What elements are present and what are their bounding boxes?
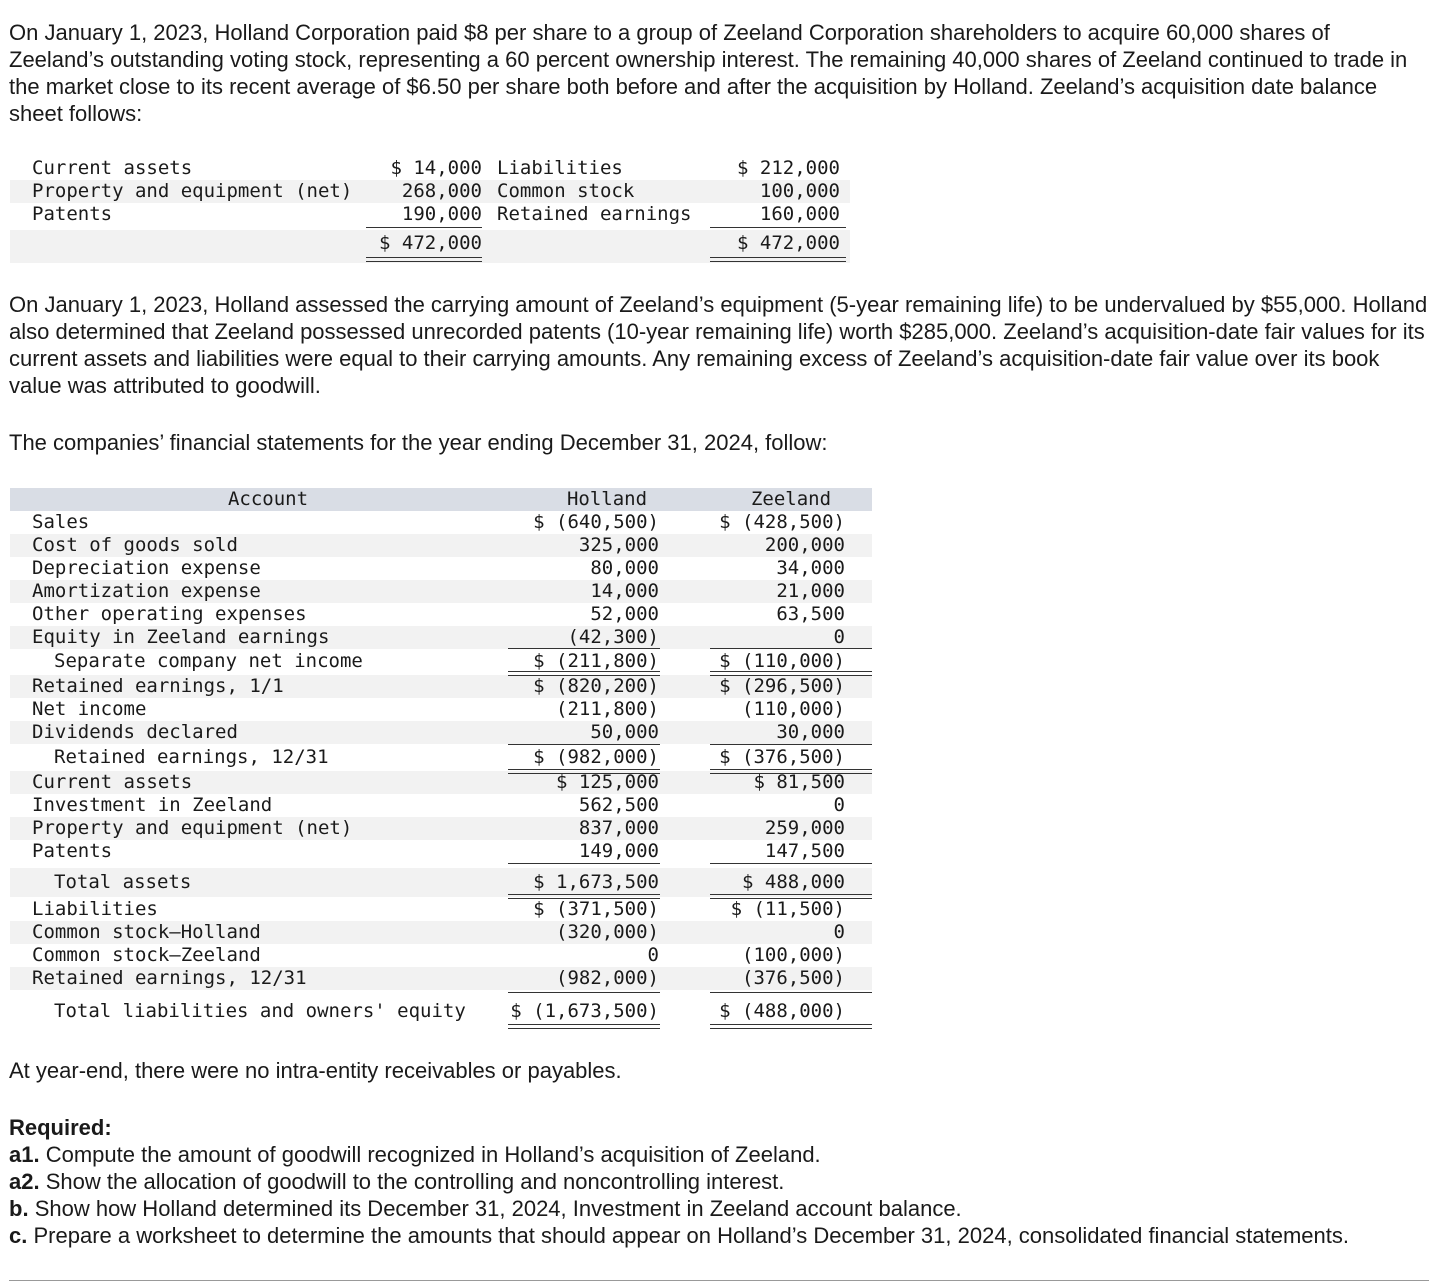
zeeland-cell: 147,500 <box>764 840 845 862</box>
table-row <box>10 794 872 817</box>
required-item-b: b. Show how Holland determined its December 31, 2024, Investment in Zeeland account balance. <box>9 1196 962 1221</box>
zeeland-cell: 0 <box>833 794 845 816</box>
holland-cell: 50,000 <box>590 721 659 743</box>
zeeland-cell: 63,500 <box>776 603 845 625</box>
account-cell: Common stock—Zeeland <box>32 944 261 966</box>
holland-cell: 14,000 <box>590 580 659 602</box>
holland-cell: $ (982,000) <box>533 746 659 768</box>
zeeland-cell: $ (488,000) <box>719 1000 845 1022</box>
table-row <box>10 698 872 721</box>
subtotal-rule <box>508 744 660 745</box>
account-column-header: Account <box>227 488 309 510</box>
claim-label: Liabilities <box>497 157 623 179</box>
holland-cell: $ (640,500) <box>533 511 659 533</box>
zeeland-cell: 0 <box>833 626 845 648</box>
subtotal-rule <box>508 992 660 993</box>
total-double-rule <box>508 671 660 676</box>
holland-cell: 837,000 <box>578 817 659 839</box>
table-row <box>10 771 872 794</box>
claim-label: Retained earnings <box>497 203 692 225</box>
account-cell: Liabilities <box>32 898 158 920</box>
account-cell: Total liabilities and owners' equity <box>54 1000 466 1022</box>
table-row <box>10 817 872 840</box>
table-row <box>10 840 872 863</box>
total-double-rule <box>366 257 482 262</box>
required-title: Required: <box>9 1115 112 1140</box>
account-cell: Property and equipment (net) <box>32 817 353 839</box>
holland-cell: 52,000 <box>590 603 659 625</box>
zeeland-cell: $ (296,500) <box>719 675 845 697</box>
table-row <box>10 746 872 771</box>
table-row <box>10 675 872 698</box>
acquisition-balance-sheet <box>10 155 850 265</box>
holland-cell: 80,000 <box>590 557 659 579</box>
account-cell: Equity in Zeeland earnings <box>32 626 330 648</box>
holland-column-header: Holland <box>566 488 648 510</box>
claim-amount: 100,000 <box>759 180 840 202</box>
required-section <box>9 1114 1429 1249</box>
account-cell: Investment in Zeeland <box>32 794 273 816</box>
required-item-c: c. Prepare a worksheet to determine the amounts that should appear on Holland’s December 31, 2024, consolidated financial statements. <box>9 1223 1349 1248</box>
subtotal-rule <box>710 227 846 228</box>
zeeland-cell: 259,000 <box>764 817 845 839</box>
holland-cell: $ (820,200) <box>533 675 659 697</box>
holland-cell: 325,000 <box>578 534 659 556</box>
table-row <box>10 921 872 944</box>
holland-cell: $ (1,673,500) <box>510 1000 659 1022</box>
account-cell: Patents <box>32 840 113 862</box>
table-row <box>10 603 872 626</box>
holland-cell: $ (371,500) <box>533 898 659 920</box>
asset-amount: $ 14,000 <box>390 157 482 179</box>
holland-cell: (42,300) <box>567 626 659 648</box>
total-double-rule <box>508 894 660 899</box>
account-cell: Retained earnings, 1/1 <box>32 675 284 697</box>
balance-sheet-row <box>10 203 850 226</box>
zeeland-cell: 21,000 <box>776 580 845 602</box>
table-row <box>10 967 872 990</box>
table-row <box>10 997 872 1024</box>
total-assets-amount: $ 472,000 <box>379 232 482 254</box>
account-cell: Net income <box>32 698 147 720</box>
zeeland-cell: 30,000 <box>776 721 845 743</box>
table-row <box>10 868 872 897</box>
claim-amount: $ 212,000 <box>737 157 840 179</box>
account-cell: Amortization expense <box>32 580 261 602</box>
balance-sheet-row <box>10 157 850 180</box>
account-cell: Current assets <box>32 771 193 793</box>
account-cell: Sales <box>32 511 90 533</box>
table-row <box>10 898 872 921</box>
balance-sheet-row <box>10 180 850 203</box>
claim-label: Common stock <box>497 180 635 202</box>
zeeland-column-header: Zeeland <box>750 488 832 510</box>
total-double-rule <box>508 769 660 774</box>
subtotal-rule <box>508 648 660 649</box>
total-double-rule <box>710 769 872 774</box>
financial-statements-table <box>10 488 872 1028</box>
zeeland-cell: (376,500) <box>742 967 845 989</box>
total-double-rule <box>710 1024 872 1029</box>
zeeland-cell: 0 <box>833 921 845 943</box>
zeeland-cell: 34,000 <box>776 557 845 579</box>
holland-cell: 149,000 <box>578 840 659 862</box>
intro-paragraph: On January 1, 2023, Holland Corporation paid $8 per share to a group of Zeeland Corporation shareholders to acquire 60,000 shares of Zeeland’s outstanding voting stock, representing a 60 percent ownership interest. The remaining 40,000 shares of Zeeland continued to trade in the market close to its recent average of $6.50 per share both before and after the acquisition by Holland. Zeeland’s acquisition date balance sheet follows: <box>9 20 1408 126</box>
account-cell: Retained earnings, 12/31 <box>32 967 307 989</box>
zeeland-cell: $ (428,500) <box>719 511 845 533</box>
zeeland-cell: $ (110,000) <box>719 650 845 672</box>
zeeland-cell: $ 81,500 <box>753 771 845 793</box>
required-item-a1: a1. Compute the amount of goodwill recognized in Holland’s acquisition of Zeeland. <box>9 1142 821 1167</box>
account-cell: Total assets <box>54 871 192 893</box>
holland-cell: 0 <box>647 944 659 966</box>
account-cell: Other operating expenses <box>32 603 307 625</box>
asset-label: Property and equipment (net) <box>32 180 353 202</box>
zeeland-cell: $ (11,500) <box>730 898 845 920</box>
total-double-rule <box>710 671 872 676</box>
total-double-rule <box>508 1024 660 1029</box>
table-row <box>10 557 872 580</box>
subtotal-rule <box>710 744 872 745</box>
holland-cell: (320,000) <box>556 921 659 943</box>
account-cell: Separate company net income <box>54 650 363 672</box>
assessment-paragraph: On January 1, 2023, Holland assessed the carrying amount of Zeeland’s equipment (5-year remaining life) to be undervalued by $55,000. Holland also determined that Zeeland possessed unrecorded patents (10-year remaining life) worth $285,000. Zeeland’s acquisition-date fair values for its current assets and liabilities were equal to their carrying amounts. Any remaining excess of Zeeland’s acquisition-date fair value over its book value was attributed to goodwill. <box>9 292 1428 398</box>
required-item-a2: a2. Show the allocation of goodwill to the controlling and noncontrolling interest. <box>9 1169 785 1194</box>
zeeland-cell: $ (376,500) <box>719 746 845 768</box>
holland-cell: $ 125,000 <box>556 771 659 793</box>
table-row <box>10 721 872 744</box>
account-cell: Depreciation expense <box>32 557 261 579</box>
year-end-note: At year-end, there were no intra-entity receivables or payables. <box>9 1058 622 1083</box>
statements-intro: The companies’ financial statements for the year ending December 31, 2024, follow: <box>9 430 828 455</box>
asset-amount: 268,000 <box>401 180 482 202</box>
table-row <box>10 511 872 534</box>
subtotal-rule <box>710 648 872 649</box>
table-row <box>10 534 872 557</box>
zeeland-cell: 200,000 <box>764 534 845 556</box>
account-cell: Dividends declared <box>32 721 238 743</box>
asset-label: Current assets <box>32 157 193 179</box>
subtotal-rule <box>710 992 872 993</box>
table-row <box>10 626 872 649</box>
total-double-rule <box>710 257 846 262</box>
account-cell: Cost of goods sold <box>32 534 238 556</box>
bottom-divider <box>9 1280 1429 1281</box>
total-claims-amount: $ 472,000 <box>737 232 840 254</box>
holland-cell: 562,500 <box>578 794 659 816</box>
subtotal-rule <box>508 863 660 864</box>
holland-cell: (982,000) <box>556 967 659 989</box>
holland-cell: $ 1,673,500 <box>533 871 659 893</box>
asset-amount: 190,000 <box>401 203 482 225</box>
claim-amount: 160,000 <box>759 203 840 225</box>
zeeland-cell: $ 488,000 <box>742 871 845 893</box>
table-row <box>10 580 872 603</box>
subtotal-rule <box>366 227 482 228</box>
zeeland-cell: (110,000) <box>742 698 845 720</box>
subtotal-rule <box>710 863 872 864</box>
account-cell: Retained earnings, 12/31 <box>54 746 329 768</box>
asset-label: Patents <box>32 203 113 225</box>
zeeland-cell: (100,000) <box>742 944 845 966</box>
holland-cell: (211,800) <box>556 698 659 720</box>
total-double-rule <box>710 894 872 899</box>
account-cell: Common stock—Holland <box>32 921 261 943</box>
holland-cell: $ (211,800) <box>533 650 659 672</box>
table-row <box>10 944 872 967</box>
table-header <box>10 488 872 511</box>
